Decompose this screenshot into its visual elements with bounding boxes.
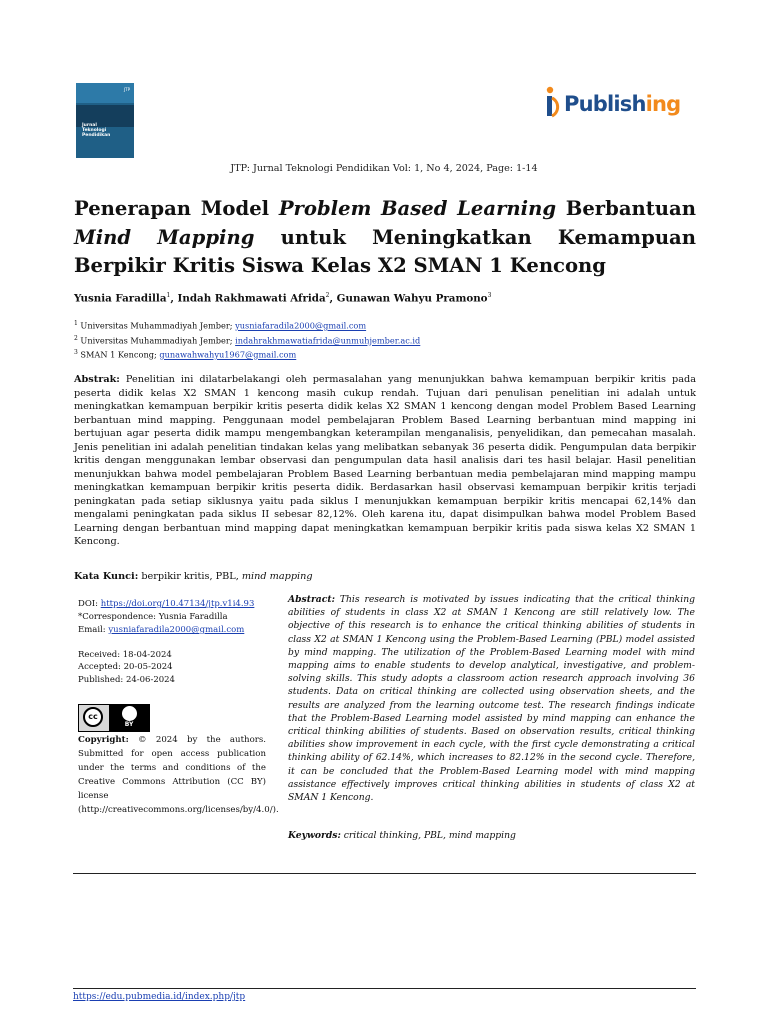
author-name: Indah Rakhmawati Afrida [177, 292, 326, 305]
affiliation-1: $^1$ Universitas Muhammadiyah Jember; yusniafaradila2000@gmail.com [74, 320, 367, 331]
cover-title: Jurnal Teknologi Pendidikan [82, 123, 111, 138]
journal-cover-image [76, 83, 134, 158]
accepted-date: Accepted: 20-05-2024 [78, 662, 173, 672]
cc-by-label: BY [124, 721, 134, 728]
affiliation-2: $^2$ Universitas Muhammadiyah Jember; indahrakhmawatiafrida@unmuhjember.ac.id [74, 335, 421, 346]
doi-line: DOI: https://doi.org/10.47134/jtp.v1i4.93 [78, 599, 255, 609]
affiliation-email-link[interactable]: indahrakhmawatiafrida@unmuhjember.ac.id [235, 335, 421, 346]
journal-url-link[interactable]: https://edu.pubmedia.id/index.php/jtp [73, 992, 246, 1002]
received-date: Received: 18-04-2024 [78, 650, 172, 660]
keywords: Keywords: critical thinking, PBL, mind mapping [288, 830, 516, 841]
copyright-notice: Copyright: © 2024 by the authors. Submitted for open access publication under the terms and conditions of the Creative Commons Attribution (CC BY) license (http://creativecommons.org/licenses/by/4.0/). [78, 735, 279, 815]
affiliation-3: $^3$ SMAN 1 Kencong; gunawahwahyu1967@gmail.com [74, 349, 297, 360]
author-name: Gunawan Wahyu Pramono [336, 292, 488, 305]
paper-title: Penerapan Model Problem Based Learning Berbantuan Mind Mapping untuk Meningkatkan Kemampuan Berpikir Kritis Siswa Kelas X2 SMAN 1 Kencong [74, 197, 697, 277]
publisher-logo-icon [544, 86, 562, 120]
correspondence: *Correspondence: Yusnia Faradilla [78, 612, 228, 622]
footer [73, 992, 245, 1002]
published-date: Published: 24-06-2024 [78, 675, 175, 685]
abstrak-paragraph: Abstrak: Penelitian ini dilatarbelakangi oleh permasalahan yang menunjukkan bahwa kemampuan berpikir kritis pada peserta didik kelas X2 SMAN 1 kencong masih cukup rendah. Tujuan dari penulisan penelitian ini adalah untuk meningkatkan kemampuan berpikir kritis peserta didik kelas X2 SMAN 1 kencong dengan model Problem Based Learning berbantuan mind mapping. Penggunaan model pembelajaran Problem Based Learning berbantuan mind mapping ini bertujuan agar peserta didik mampu mengembangkan keterampilan menganalisis, penyelidikan, dan pemecahan masalah. Jenis penelitian ini adalah penelitian tindakan kelas yang melibatkan sebanyak 36 peserta didik. Pengumpulan data berpikir kritis dengan menggunakan lembar observasi dan pengumpulan data hasil analisis dari tes hasil belajar. Hasil penelitian menunjukkan bahwa model pembelajaran Problem Based Learning berbantuan media pembelajaran mind mapping mampu meningkatkan kemampuan berpikir kritis peserta didik. Berdasarkan hasil observasi kemampuan berpikir kritis terjadi peningkatan pada setiap siklusnya yaitu pada siklus I menunjukkan kemampuan berpikir kritis mencapai 62,14% dan mengalami peningkatan pada siklus II sebesar 82,12%. Oleh karena itu, dapat disimpulkan bahwa model Problem Based Learning dengan berbantuan mind mapping dapat meningkatkan kemampuan berpikir kritis pada siswa kelas X2 SMAN 1 Kencong. [74, 374, 696, 547]
cover-tag: JTP [123, 87, 130, 92]
cc-icon: cc [83, 707, 103, 727]
kata-kunci: Kata Kunci: berpikir kritis, PBL, mind mapping [74, 571, 313, 582]
section-divider [73, 873, 696, 874]
publisher-wordmark: Publishing [564, 92, 681, 116]
cc-by-license-badge[interactable] [78, 704, 150, 732]
affiliation-email-link[interactable]: yusniafaradila2000@gmail.com [235, 320, 367, 331]
author-list: Yusnia Faradilla$^1$, Indah Rakhmawati Afrida$^2$, Gunawan Wahyu Pramono$^3$ [74, 292, 492, 305]
abstract-paragraph: Abstract: This research is motivated by issues indicating that the critical thinking abilities of students in class X2 at SMAN 1 Kencong are still relatively low. The objective of this research is to enhance the critical thinking abilities of students in class X2 at SMAN 1 Kencong using the Problem-Based Learning (PBL) model assisted by mind mapping. The utilization of the Problem-Based Learning model with mind mapping aims to enable students to develop analytical, investigative, and problem-solving skills. This study adopts a classroom action research approach involving 36 students. Data on critical thinking are collected using observation sheets, and the results are analyzed from the learning outcome test. The research findings indicate that the Problem-Based Learning model assisted by mind mapping can enhance the critical thinking abilities of students. Based on observation results, critical thinking abilities show improvement in each cycle, with the first cycle demonstrating a critical thinking ability of 62.14%, which increases to 82.12% in the second cycle. Therefore, it can be concluded that the Problem-Based Learning model with mind mapping assistance effectively improves critical thinking abilities in students of class X2 at SMAN 1 Kencong. [288, 594, 695, 804]
attribution-icon [122, 706, 137, 721]
publisher-logo [544, 84, 694, 124]
doi-link[interactable]: https://doi.org/10.47134/jtp.v1i4.93 [100, 599, 255, 609]
footer-divider [73, 988, 696, 989]
correspondence-email-link[interactable]: yusniafaradila2000@gmail.com [108, 625, 245, 635]
author-name: Yusnia Faradilla [74, 292, 167, 305]
affiliation-email-link[interactable]: gunawahwahyu1967@gmail.com [159, 349, 297, 360]
email-line: Email: yusniafaradila2000@gmail.com [78, 625, 245, 635]
running-head: JTP: Jurnal Teknologi Pendidikan Vol: 1, No 4, 2024, Page: 1-14 [230, 163, 538, 174]
